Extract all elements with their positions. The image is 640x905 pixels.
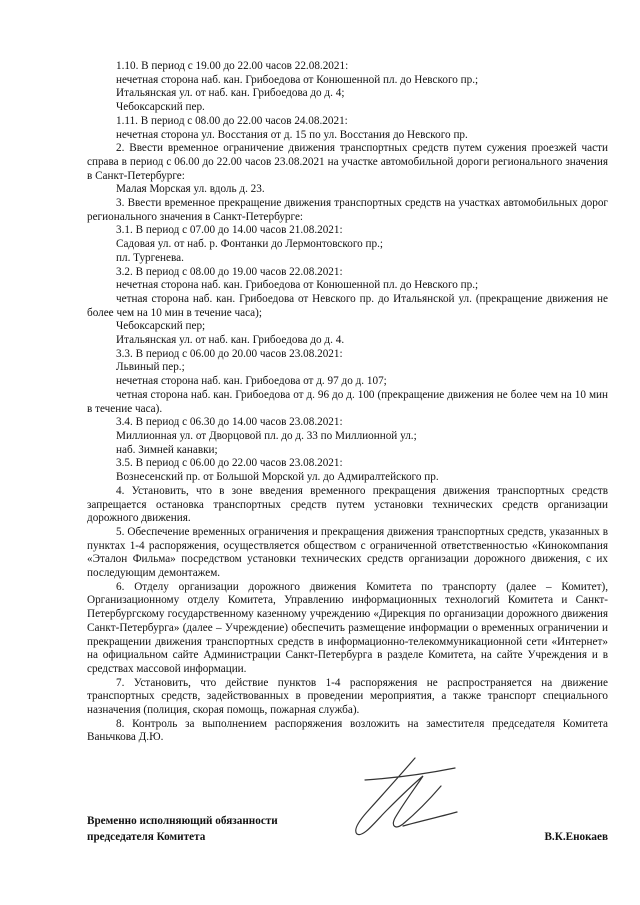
document-body [87,60,608,745]
signature-block [87,813,608,845]
document-paragraph: 1.11. В период с 08.00 до 22.00 часов 24.08.2021: [116,114,348,127]
document-paragraph: 3.3. В период с 06.00 до 20.00 часов 23.08.2021: [116,347,343,360]
document-paragraph: Итальянская ул. от наб. кан. Грибоедова до д. 4; [116,87,345,100]
document-paragraph: Садовая ул. от наб. р. Фонтанки до Лермонтовского пр.; [116,238,384,251]
document-paragraph: Малая Морская ул. вдоль д. 23. [116,183,265,196]
document-paragraph: нечетная сторона наб. кан. Грибоедова от Конюшенной пл. до Невского пр.; [116,73,479,86]
document-paragraph: Миллионная ул. от Дворцовой пл. до д. 33 по Миллионной ул.; [116,429,417,442]
document-paragraph: Чебоксарский пер; [116,320,206,333]
document-paragraph: 7. Установить, что действие пунктов 1-4 распоряжения не распространяется на движение транспортных средств, задействованных в проведении мероприятия, а также транспорт специального назначения (полиция, скорая помощь, пожарная служба). [87,676,608,717]
document-paragraph: нечетная сторона ул. Восстания от д. 15 по ул. Восстания до Невского пр. [116,128,468,141]
document-paragraph: четная сторона наб. кан. Грибоедова от Невского пр. до Итальянской ул. (прекращение движения не более чем на 10 мин в течение часа); [87,292,608,319]
document-paragraph: наб. Зимней канавки; [116,443,218,456]
document-paragraph: 8. Контроль за выполнением распоряжения возложить на заместителя председателя Комитета Ваньчкова Д.Ю. [87,717,608,744]
document-paragraph: 6. Отделу организации дорожного движения Комитета по транспорту (далее – Комитет), Организационному отделу Комитета, Управлению информационных технологий Комитета и Санкт-Петербургскому государственному казенному учреждению «Дирекция по организации дорожного движения Санкт-Петербурга» (далее – Учреждение) обеспечить размещение информации о временных ограничении и прекращении движения транспортных средств в информационно-телекоммуникационной сети «Интернет» на официальном сайте Администрации Санкт-Петербурга в разделе Комитета, на сайте Учреждения и в средствах массовой информации. [87,580,608,675]
document-paragraph: четная сторона наб. кан. Грибоедова от д. 96 до д. 100 (прекращение движения не более чем на 10 мин в течение часа). [87,388,608,415]
document-paragraph: 4. Установить, что в зоне введения временного прекращения движения транспортных средств запрещается остановка транспортных средств путем установки технических средств организации дорожного движения. [87,484,608,525]
signatory-title-line-1: Временно исполняющий обязанности [87,815,278,827]
document-paragraph: 3. Ввести временное прекращение движения транспортных средств на участках автомобильных дорог регионального значения в Санкт-Петербурге: [87,197,608,223]
document-paragraph: Чебоксарский пер. [116,101,205,114]
document-paragraph: 1.10. В период с 19.00 до 22.00 часов 22.08.2021: [116,60,349,72]
document-paragraph: 3.2. В период с 08.00 до 19.00 часов 22.08.2021: [116,265,343,278]
document-paragraph: Вознесенский пр. от Большой Морской ул. до Адмиралтейского пр. [116,471,439,484]
signer-name: В.К.Енокаев [544,831,608,843]
document-paragraph: 2. Ввести временное ограничение движения транспортных средств путем сужения проезжей части справа в период с 06.00 до 22.00 часов 23.08.2021 на участке автомобильной дороги регионального значения в Санкт-Петербурге: [87,142,608,182]
document-paragraph: 3.1. В период с 07.00 до 14.00 часов 21.08.2021: [116,224,343,237]
document-paragraph: нечетная сторона наб. кан. Грибоедова от Конюшенной пл. до Невского пр.; [116,279,479,292]
document-paragraph: нечетная сторона наб. кан. Грибоедова от д. 97 до д. 107; [116,375,387,388]
document-paragraph: 5. Обеспечение временных ограничения и прекращения движения транспортных средств, указанных в пунктах 1-4 распоряжения, осуществляется обществом с ограниченной ответственностью «Кинокомпания «Эталон Фильма» посредством установки технических средств организации дорожного движения, с их последующим демонтажем. [87,525,608,580]
document-paragraph: пл. Тургенева. [116,251,184,264]
document-paragraph: 3.5. В период с 06.00 до 22.00 часов 23.08.2021: [116,457,343,470]
document-paragraph: 3.4. В период с 06.30 до 14.00 часов 23.08.2021: [116,416,343,429]
signatory-title-line-2: председателя Комитета [87,831,206,843]
document-paragraph: Львиный пер.; [116,361,185,374]
document-paragraph: Итальянская ул. от наб. кан. Грибоедова до д. 4. [116,334,345,347]
